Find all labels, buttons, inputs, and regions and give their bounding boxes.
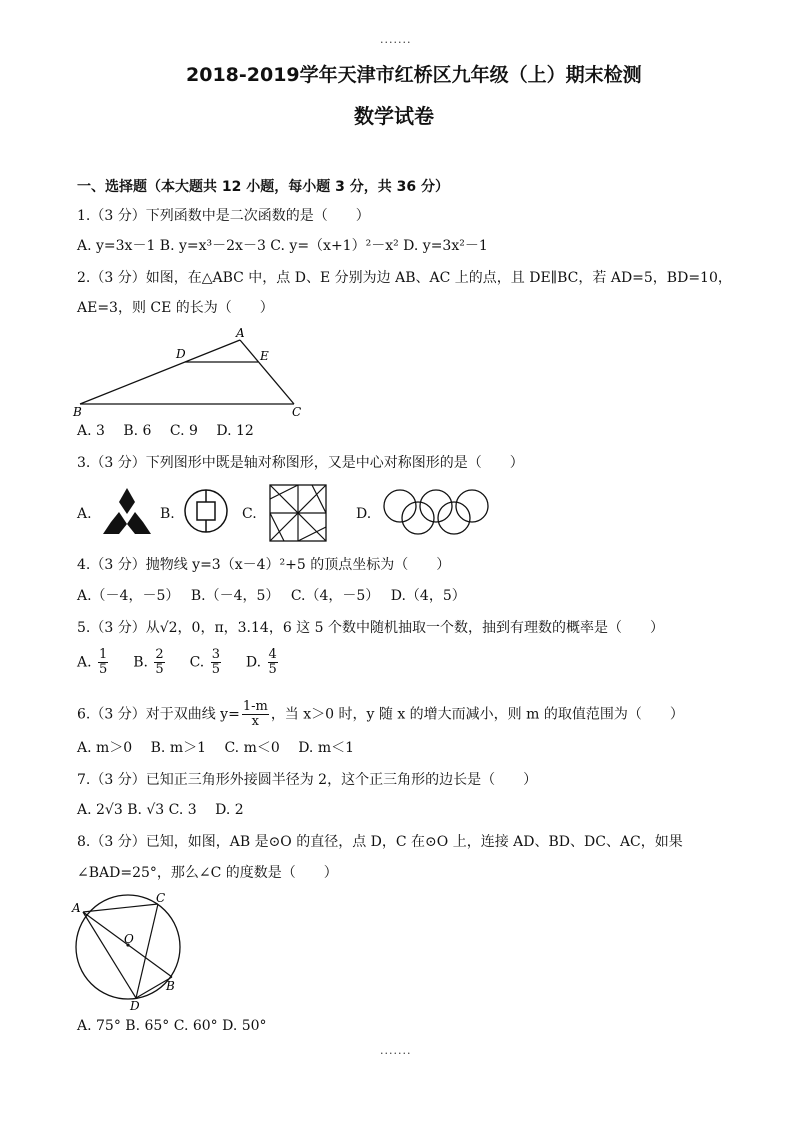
- q8-options: A. 75° B. 65° C. 60° D. 50°: [77, 1018, 267, 1034]
- q1-stem: 1.（3 分）下列函数中是二次函数的是（ ）: [77, 208, 370, 224]
- q3-option-b-circle-square-icon: [182, 487, 230, 535]
- q8-stem-line1: 8.（3 分）已知，如图，AB 是⊙O 的直径，点 D，C 在⊙O 上，连接 AD、BD、DC、AC，如果: [77, 834, 683, 850]
- q5-fraction-c: [211, 648, 221, 677]
- q8-label-a: A: [72, 901, 81, 915]
- q2-label-d: D: [176, 347, 186, 361]
- q5-fc-num: 3: [211, 647, 220, 662]
- q3-label-c: C.: [242, 506, 257, 522]
- q3-label-d: D.: [356, 506, 372, 522]
- q5-fb-den: 5: [155, 662, 164, 677]
- q2-label-c: C: [292, 405, 302, 418]
- q2-stem-line2: AE=3，则 CE 的长为（ ）: [77, 300, 274, 316]
- q8-label-d: D: [130, 999, 140, 1012]
- q8-label-o: O: [124, 932, 134, 946]
- q4-stem: 4.（3 分）抛物线 y=3（x－4）²+5 的顶点坐标为（ ）: [77, 557, 451, 573]
- q5-fa-num: 1: [99, 647, 108, 662]
- q2-triangle-figure: [70, 326, 310, 418]
- q5-fraction-b: [154, 648, 164, 677]
- q5-fc-den: 5: [211, 662, 220, 677]
- q2-options: A. 3 B. 6 C. 9 D. 12: [77, 423, 254, 439]
- exam-subtitle: 数学试卷: [354, 104, 434, 128]
- q5-opt-b-label: B.: [133, 654, 148, 671]
- q8-circle-figure: [68, 890, 188, 1012]
- q5-opt-a-label: A.: [77, 654, 92, 671]
- q5-fb-num: 2: [155, 647, 164, 662]
- q5-opt-d-label: D.: [245, 654, 262, 671]
- q3-option-d-rings-icon: [380, 488, 510, 536]
- q2-label-b: B: [73, 405, 82, 418]
- section-heading: 一、选择题（本大题共 12 小题，每小题 3 分，共 36 分）: [77, 179, 449, 195]
- q3-option-a-diamonds-icon: [100, 486, 154, 536]
- q2-label-e: E: [260, 349, 269, 363]
- q5-stem: 5.（3 分）从√2，0，π，3.14，6 这 5 个数中随机抽取一个数，抽到有理数的概率是（ ）: [77, 620, 664, 636]
- q5-fraction-a: [98, 648, 108, 677]
- q2-label-a: A: [236, 326, 245, 340]
- q5-opt-c-label: C.: [189, 654, 205, 671]
- q4-options: A.（－4，－5） B.（－4，5） C.（4，－5） D.（4，5）: [77, 588, 466, 604]
- q8-label-b: B: [166, 979, 175, 993]
- bottom-dots: .......: [380, 1044, 412, 1057]
- q7-options: A. 2√3 B. √3 C. 3 D. 2: [77, 802, 244, 818]
- q3-label-a: A.: [77, 506, 92, 522]
- top-dots: .......: [380, 33, 412, 46]
- q6-fraction: [242, 700, 269, 729]
- q6-stem: [77, 700, 684, 729]
- exam-title: 2018-2019学年天津市红桥区九年级（上）期末检测: [186, 64, 642, 86]
- q3-option-c-pinwheel-icon: [268, 483, 328, 543]
- q6-stem-post: ，当 x＞0 时，y 随 x 的增大而减小，则 m 的取值范围为（ ）: [270, 706, 684, 723]
- q5-fd-num: 4: [268, 647, 277, 662]
- q7-stem: 7.（3 分）已知正三角形外接圆半径为 2，这个正三角形的边长是（ ）: [77, 772, 538, 788]
- q5-fa-den: 5: [99, 662, 108, 677]
- q5-options: [77, 648, 280, 677]
- q2-stem-line1: 2.（3 分）如图，在△ABC 中，点 D、E 分别为边 AB、AC 上的点，且 DE∥BC，若 AD=5，BD=10，: [77, 270, 732, 286]
- q5-fraction-d: [268, 648, 278, 677]
- q6-stem-pre: 6.（3 分）对于双曲线 y=: [77, 706, 240, 723]
- q5-fd-den: 5: [268, 662, 277, 677]
- q6-num: 1-m: [242, 699, 268, 714]
- q3-stem: 3.（3 分）下列图形中既是轴对称图形，又是中心对称图形的是（ ）: [77, 455, 524, 471]
- q1-options: A. y=3x－1 B. y=x³－2x－3 C. y=（x+1）²－x² D. y=3x²－1: [77, 238, 488, 254]
- q8-stem-line2: ∠BAD=25°，那么∠C 的度数是（ ）: [77, 865, 338, 881]
- q3-label-b: B.: [160, 506, 175, 522]
- q6-den: x: [251, 714, 259, 729]
- q6-options: A. m＞0 B. m＞1 C. m＜0 D. m＜1: [77, 740, 355, 756]
- q8-label-c: C: [156, 891, 166, 905]
